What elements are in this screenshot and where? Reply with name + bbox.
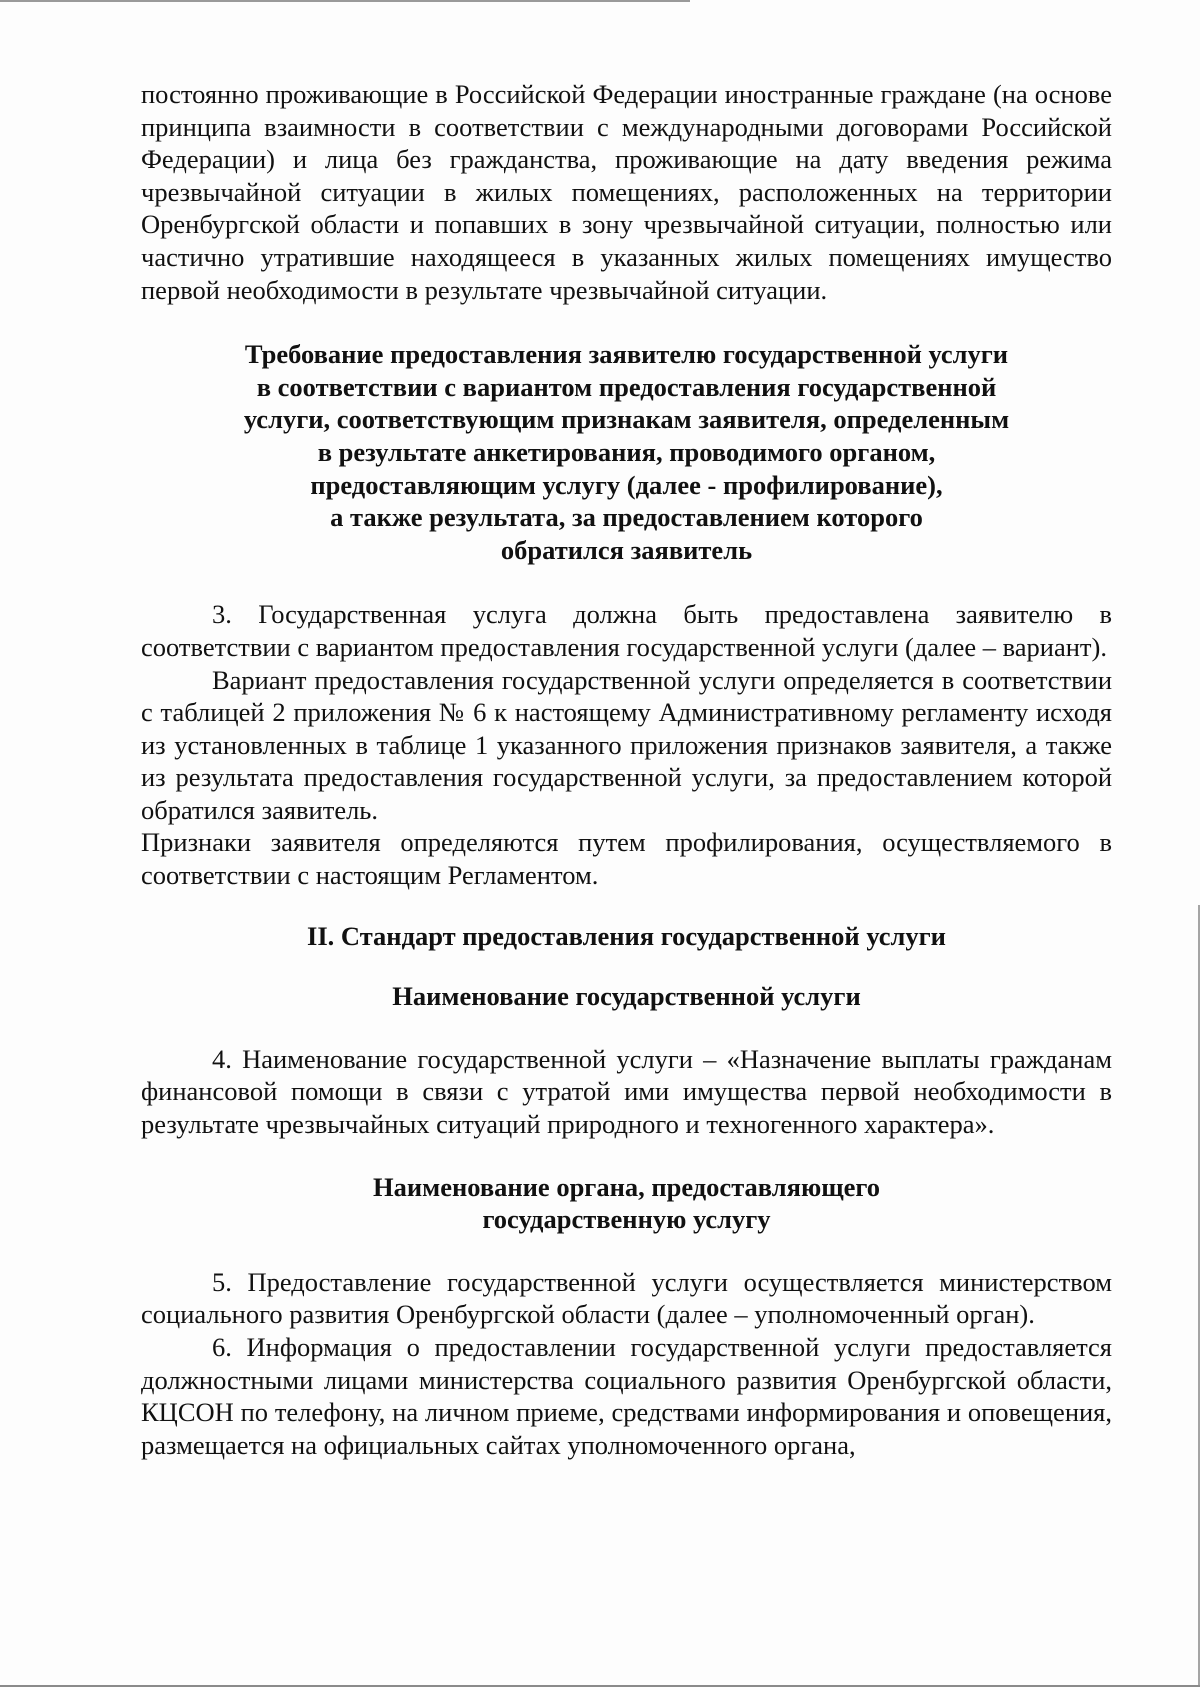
heading-line: а также результата, за предоставлением которого <box>330 502 923 533</box>
paragraph-6: 6. Информация о предоставлении государственной услуги предоставляется должностными лицами министерства социального развития Оренбургской области, КЦСОН по телефону, на личном приеме, средствами информирования и оповещения, размещается на официальных сайтах уполномоченного органа, <box>141 1332 1112 1460</box>
paragraph-3: 3. Государственная услуга должна быть предоставлена заявителю в соответствии с вариантом предоставления государственной услуги (далее – вариант). <box>141 599 1112 662</box>
heading-line: государственную услугу <box>482 1204 771 1235</box>
section-title <box>141 920 1112 953</box>
heading-service-name <box>141 980 1112 1013</box>
heading-body <box>141 1171 1112 1236</box>
section-title-text: II. Стандарт предоставления государственной услуги <box>307 920 946 951</box>
heading-line: услуги, соответствующим признакам заявителя, определенным <box>243 404 1010 435</box>
paragraph-4: 4. Наименование государственной услуги – «Назначение выплаты гражданам финансовой помощи в связи с утратой ими имущества первой необходимости в результате чрезвычайных ситуаций природного и техногенного характера». <box>141 1043 1112 1140</box>
top-scan-edge <box>0 0 690 2</box>
intro-paragraph: постоянно проживающие в Российской Федерации иностранные граждане (на основе принципа взаимности в соответствии с международными договорами Российской Федерации) и лица без гражданства, проживающие на дату введения режима чрезвычайной ситуации в жилых помещениях, расположенных на территории Оренбургской области и попавших в зону чрезвычайной ситуации, полностью или частично утратившие находящееся в указанных жилых помещениях имущество первой необходимости в результате чрезвычайной ситуации. <box>141 79 1112 305</box>
paragraph-5: 5. Предоставление государственной услуги осуществляется министерством социального развития Оренбургской области (далее – уполномоченный орган). <box>141 1266 1112 1330</box>
heading-line: обратился заявитель <box>500 534 753 565</box>
paragraph-3-signs: Признаки заявителя определяются путем профилирования, осуществляемого в соответствии с настоящим Регламентом. <box>141 827 1112 891</box>
heading-line: в результате анкетирования, проводимого органом, <box>317 436 936 467</box>
bottom-scan-edge <box>0 1685 1200 1687</box>
heading-line: Наименование государственной услуги <box>392 981 861 1012</box>
heading-line: предоставляющим услугу (далее - профилирование), <box>310 469 943 500</box>
heading-line: Наименование органа, предоставляющего <box>373 1171 880 1202</box>
heading-line: Требование предоставления заявителю государственной услуги <box>244 339 1009 370</box>
document-body <box>141 78 1112 1461</box>
heading-requirement <box>141 338 1112 566</box>
paragraph-3-variant: Вариант предоставления государственной услуги определяется в соответствии с таблицей 2 приложения № 6 к настоящему Административному регламенту исходя из установленных в таблице 1 указанного приложения признаков заявителя, а также из результата предоставления государственной услуги, за предоставлением которой обратился заявитель. <box>141 664 1112 825</box>
heading-line: в соответствии с вариантом предоставления государственной <box>256 371 997 402</box>
